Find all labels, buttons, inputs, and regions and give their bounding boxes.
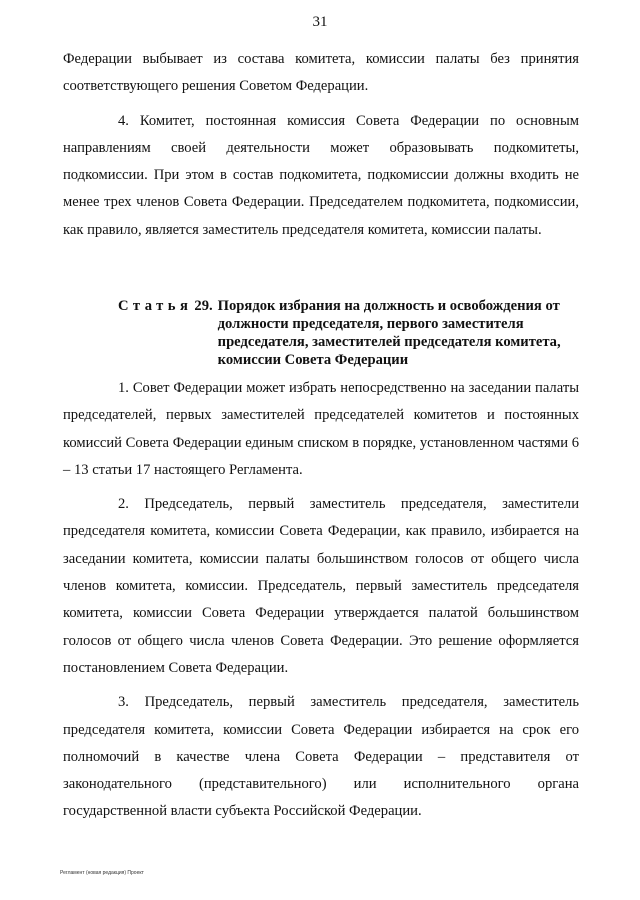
paragraph-continuation: Федерации выбывает из состава комитета, комиссии палаты без принятия соответствующего решения Советом Федерации. bbox=[63, 51, 579, 95]
paragraph-1: 1. Совет Федерации может избрать непосредственно на заседании палаты председателей, первых заместителей председателей комитетов и постоянных комиссий Совета Федерации единым списком в порядке, установленном частями 6 – 13 статьи 17 настоящего Регламента. bbox=[63, 380, 579, 478]
article-heading bbox=[63, 297, 579, 369]
article-label: Статья bbox=[118, 298, 193, 314]
article-body bbox=[63, 375, 579, 826]
article-title: Порядок избрания на должность и освобождения от должности председателя, первого заместителя председателя, заместителей председателя комитета, комиссии Совета Федерации bbox=[217, 298, 561, 368]
document-body bbox=[63, 46, 579, 244]
page-number: 31 bbox=[312, 14, 328, 30]
paragraph-2: 2. Председатель, первый заместитель председателя, заместители председателя комитета, комиссии Совета Федерации, как правило, избирается на заседании комитета, комиссии палаты большинством голосов от общего числа членов комитета, комиссии. Председатель, первый заместитель председателя комитета, комиссии Совета Федерации утверждается палатой большинством голосов от общего числа членов Совета Федерации. Это решение оформляется постановлением Совета Федерации. bbox=[63, 496, 579, 676]
article-block bbox=[63, 297, 579, 369]
footer-note: Регламент (новая редакция) Проект bbox=[60, 870, 144, 876]
paragraph-4: 4. Комитет, постоянная комиссия Совета Федерации по основным направлениям своей деятельности может образовывать подкомитеты, подкомиссии. При этом в состав подкомитета, подкомиссии должны входить не менее трех членов Совета Федерации. Председателем подкомитета, подкомиссии, как правило, является заместитель председателя комитета, комиссии палаты. bbox=[63, 112, 579, 238]
paragraph-3: 3. Председатель, первый заместитель председателя, заместитель председателя комитета, комиссии Совета Федерации избирается на срок его полномочий в качестве члена Совета Федерации – представителя от законодательного (представительного) или исполнительного органа государственной власти субъекта Российской Федерации. bbox=[63, 694, 579, 820]
article-number: 29. bbox=[194, 298, 213, 314]
